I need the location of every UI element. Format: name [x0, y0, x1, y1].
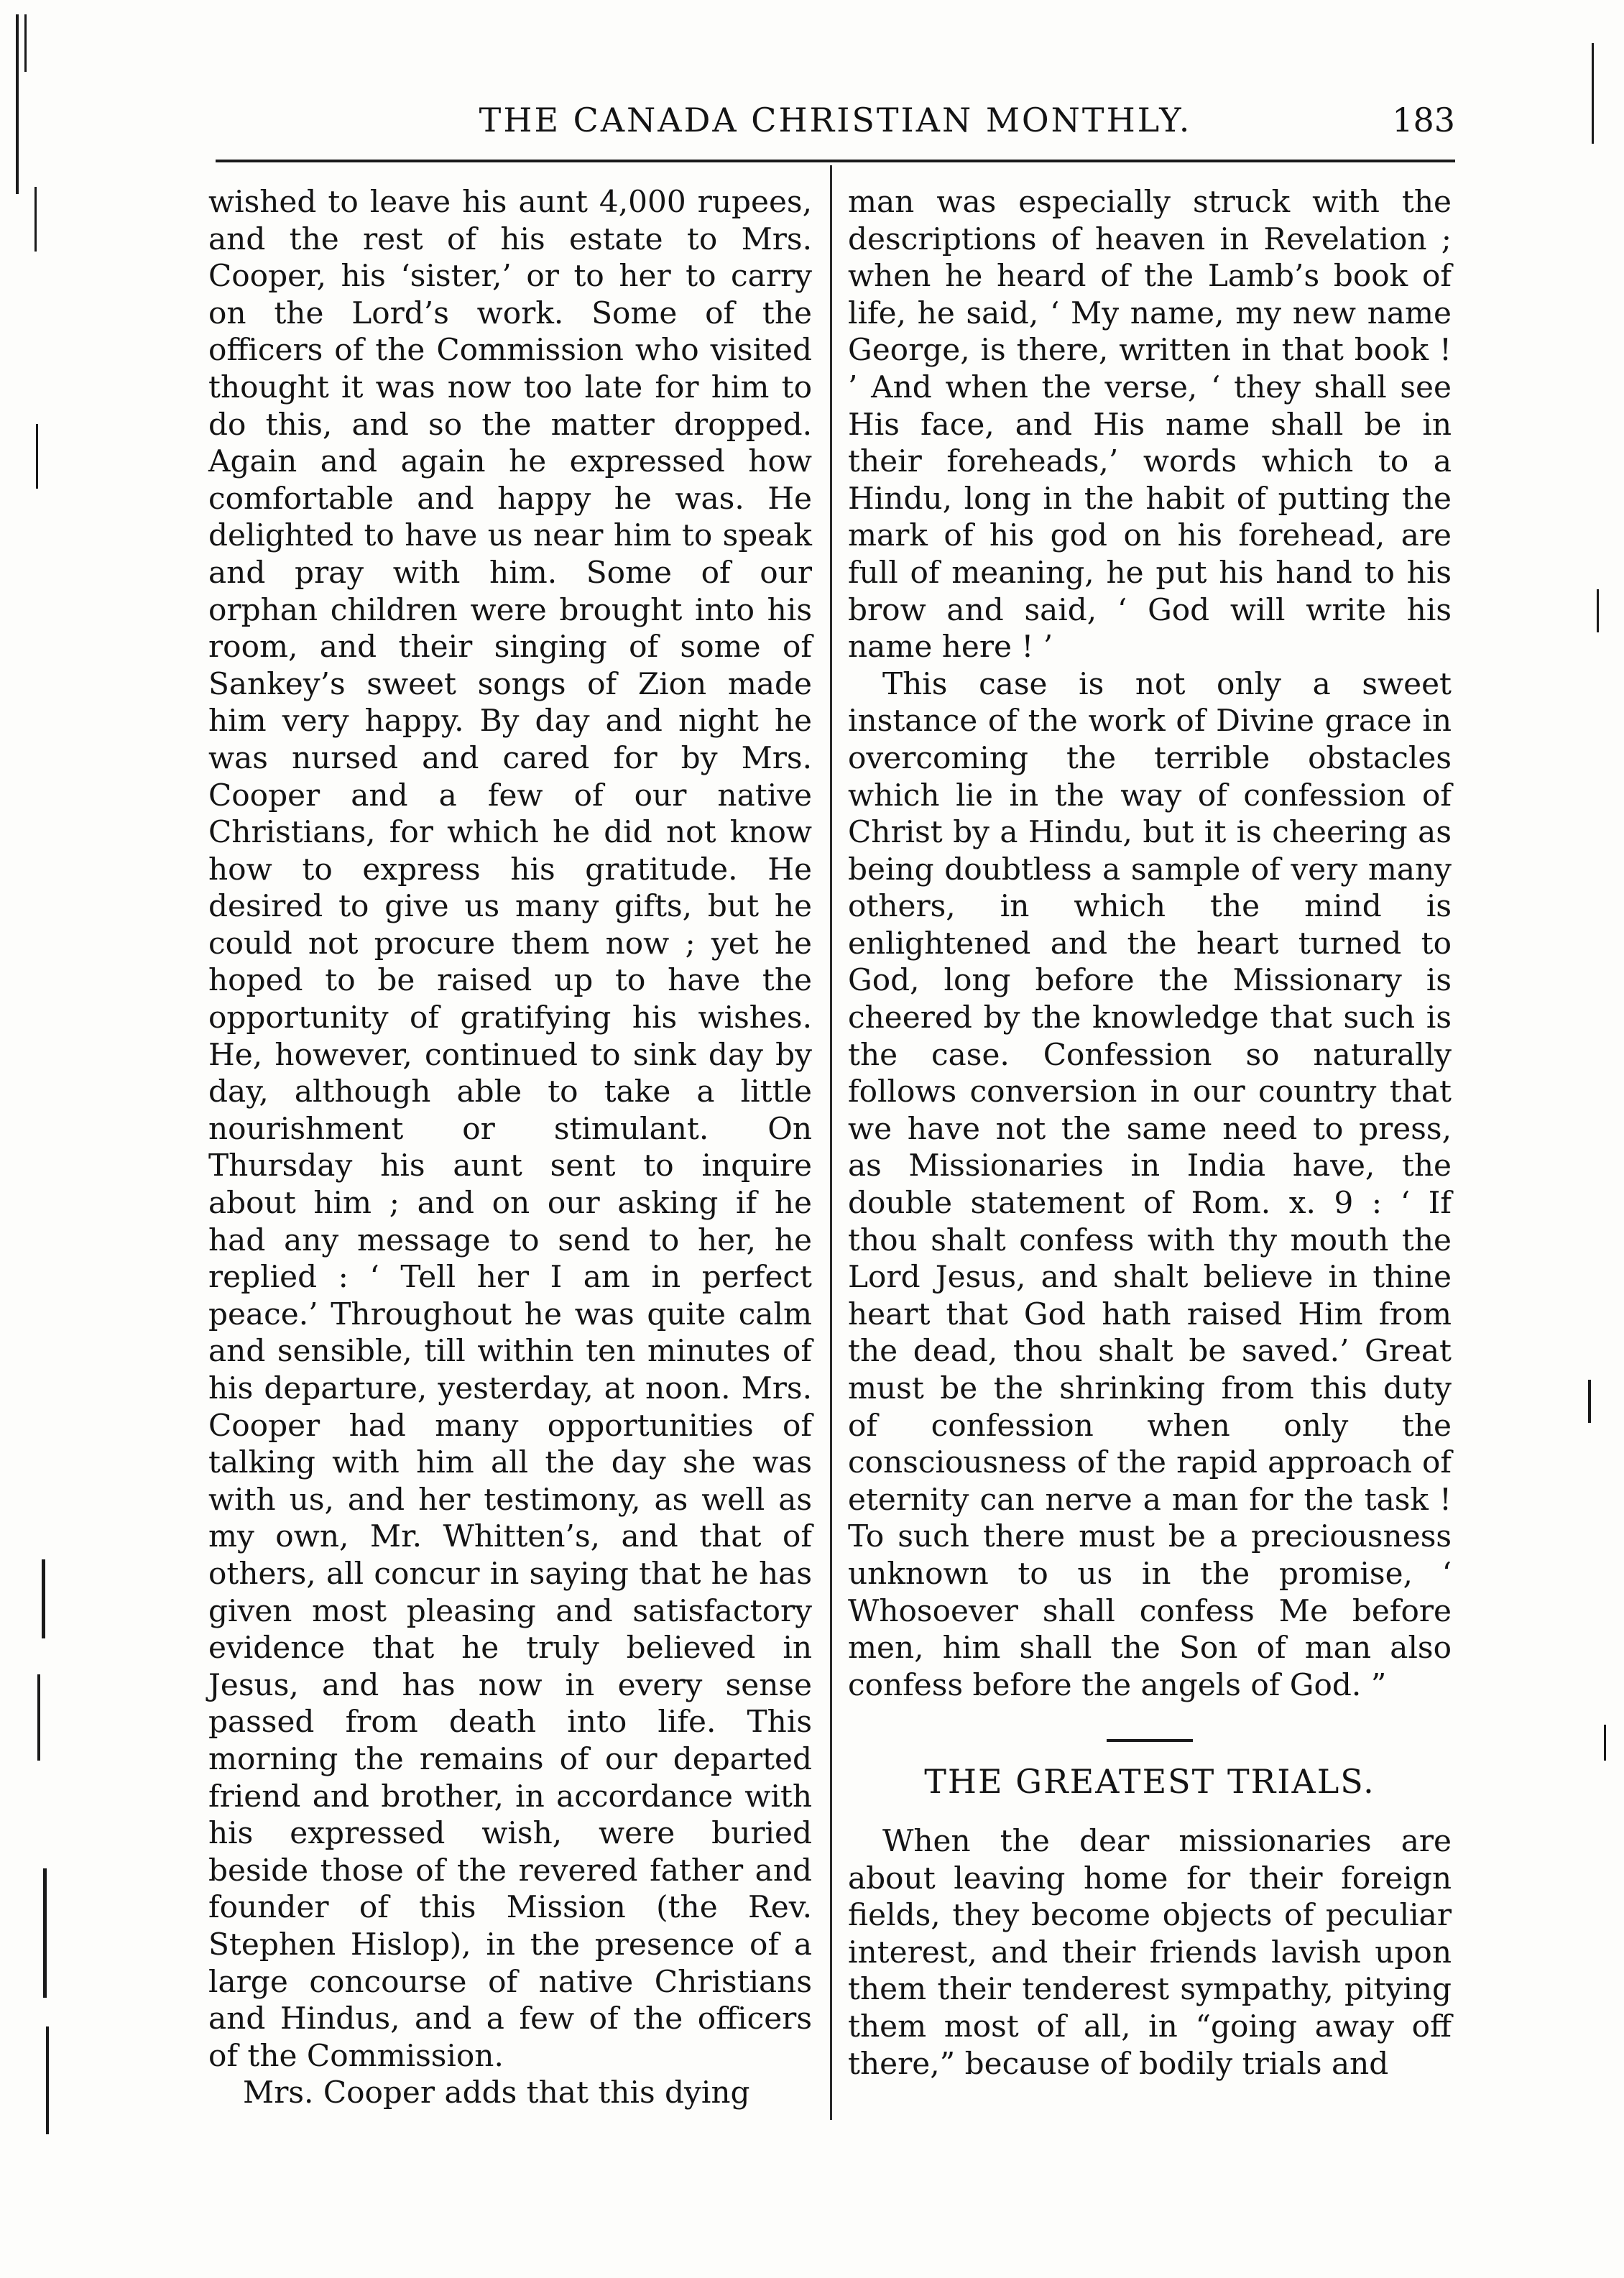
margin-mark: [1597, 589, 1599, 632]
header-rule: [216, 160, 1455, 162]
page-number: 183: [1392, 101, 1455, 139]
right-paragraph-1: man was especially struck with the descriptions of heaven in Revelation ; when he heard of the Lamb’s book of life, he said, ‘ My name, my new name George, is there, written in that book ! ’ And when the verse, ‘ they shall see His face, and His name shall be in their foreheads,’ words which to a Hindu, long in the habit of putting the mark of his god on his forehead, are full of meaning, he put his hand to his brow and said, ‘ God will write his name here ! ’: [848, 184, 1452, 665]
margin-mark: [1592, 43, 1594, 144]
margin-mark: [1604, 1725, 1606, 1761]
section-rule: [1107, 1739, 1193, 1742]
margin-mark: [37, 1674, 40, 1761]
right-paragraph-2: This case is not only a sweet instance of the work of Divine grace in overcoming the terrible obstacles which lie in the way of confession of Christ by a Hindu, but it is cheering as being doubtless a sample of very many others, in which the mind is enlightened and the heart turned to God, long before the Missionary is cheered by the knowledge that such is the case. Confession so naturally follows conversion in our country that we have not the same need to press, as Missionaries in India have, the double statement of Rom. x. 9 : ‘ If thou shalt confess with thy mouth the Lord Jesus, and shalt believe in thine heart that God hath raised Him from the dead, thou shalt be saved.’ Great must be the shrinking from this duty of confession when only the consciousness of the rapid approach of eternity can nerve a man for the task ! To such there must be a preciousness unknown to us in the promise, ‘ Whosoever shall confess Me before men, him shall the Son of man also confess before the angels of God. ”: [848, 665, 1452, 1702]
running-title: THE CANADA CHRISTIAN MONTHLY.: [479, 101, 1192, 139]
margin-mark: [34, 187, 37, 252]
column-divider: [830, 165, 832, 2120]
margin-mark: [1588, 1380, 1591, 1423]
margin-mark: [16, 14, 19, 194]
margin-mark: [24, 14, 27, 72]
section-heading: THE GREATEST TRIALS.: [924, 1762, 1375, 1802]
left-column: [208, 183, 812, 2111]
right-paragraph-3: When the dear missionaries are about leaving home for their foreign fields, they become objects of peculiar interest, and their friends lavish upon them their tenderest sympathy, pitying them most of all, in “going away off there,” because of bodily trials and: [848, 1822, 1452, 2081]
margin-mark: [43, 1868, 47, 1998]
margin-mark: [46, 2026, 49, 2134]
margin-mark: [36, 424, 38, 489]
right-column: [848, 183, 1452, 2082]
page-header: [216, 101, 1455, 151]
left-paragraph-2: Mrs. Cooper adds that this dying: [243, 2075, 750, 2111]
left-paragraph-1: wished to leave his aunt 4,000 rupees, and the rest of his estate to Mrs. Cooper, his ‘sister,’ or to her to carry on the Lord’s work. Some of the officers of the Commission who visited thought it was now too late for him to do this, and so the matter dropped. Again and again he expressed how comfortable and happy he was. He delighted to have us near him to speak and pray with him. Some of our orphan children were brought into his room, and their singing of some of Sankey’s sweet songs of Zion made him very happy. By day and night he was nursed and cared for by Mrs. Cooper and a few of our native Christians, for which he did not know how to express his gratitude. He desired to give us many gifts, but he could not procure them now ; yet he hoped to be raised up to have the opportunity of gratifying his wishes. He, however, continued to sink day by day, although able to take a little nourishment or stimulant. On Thursday his aunt sent to inquire about him ; and on our asking if he had any message to send to her, he replied : ‘ Tell her I am in perfect peace.’ Throughout he was quite calm and sensible, till within ten minutes of his departure, yesterday, at noon. Mrs. Cooper had many opportunities of talking with him all the day she was with us, and her testimony, as well as my own, Mr. Whitten’s, and that of others, all concur in saying that he has given most pleasing and satisfactory evidence that he truly believed in Jesus, and has now in every sense passed from death into life. This morning the remains of our departed friend and brother, in accordance with his expressed wish, were buried beside those of the revered father and founder of this Mission (the Rev. Stephen Hislop), in the presence of a large concourse of native Christians and Hindus, and a few of the officers of the Commission.: [208, 184, 812, 2073]
margin-mark: [42, 1559, 45, 1638]
